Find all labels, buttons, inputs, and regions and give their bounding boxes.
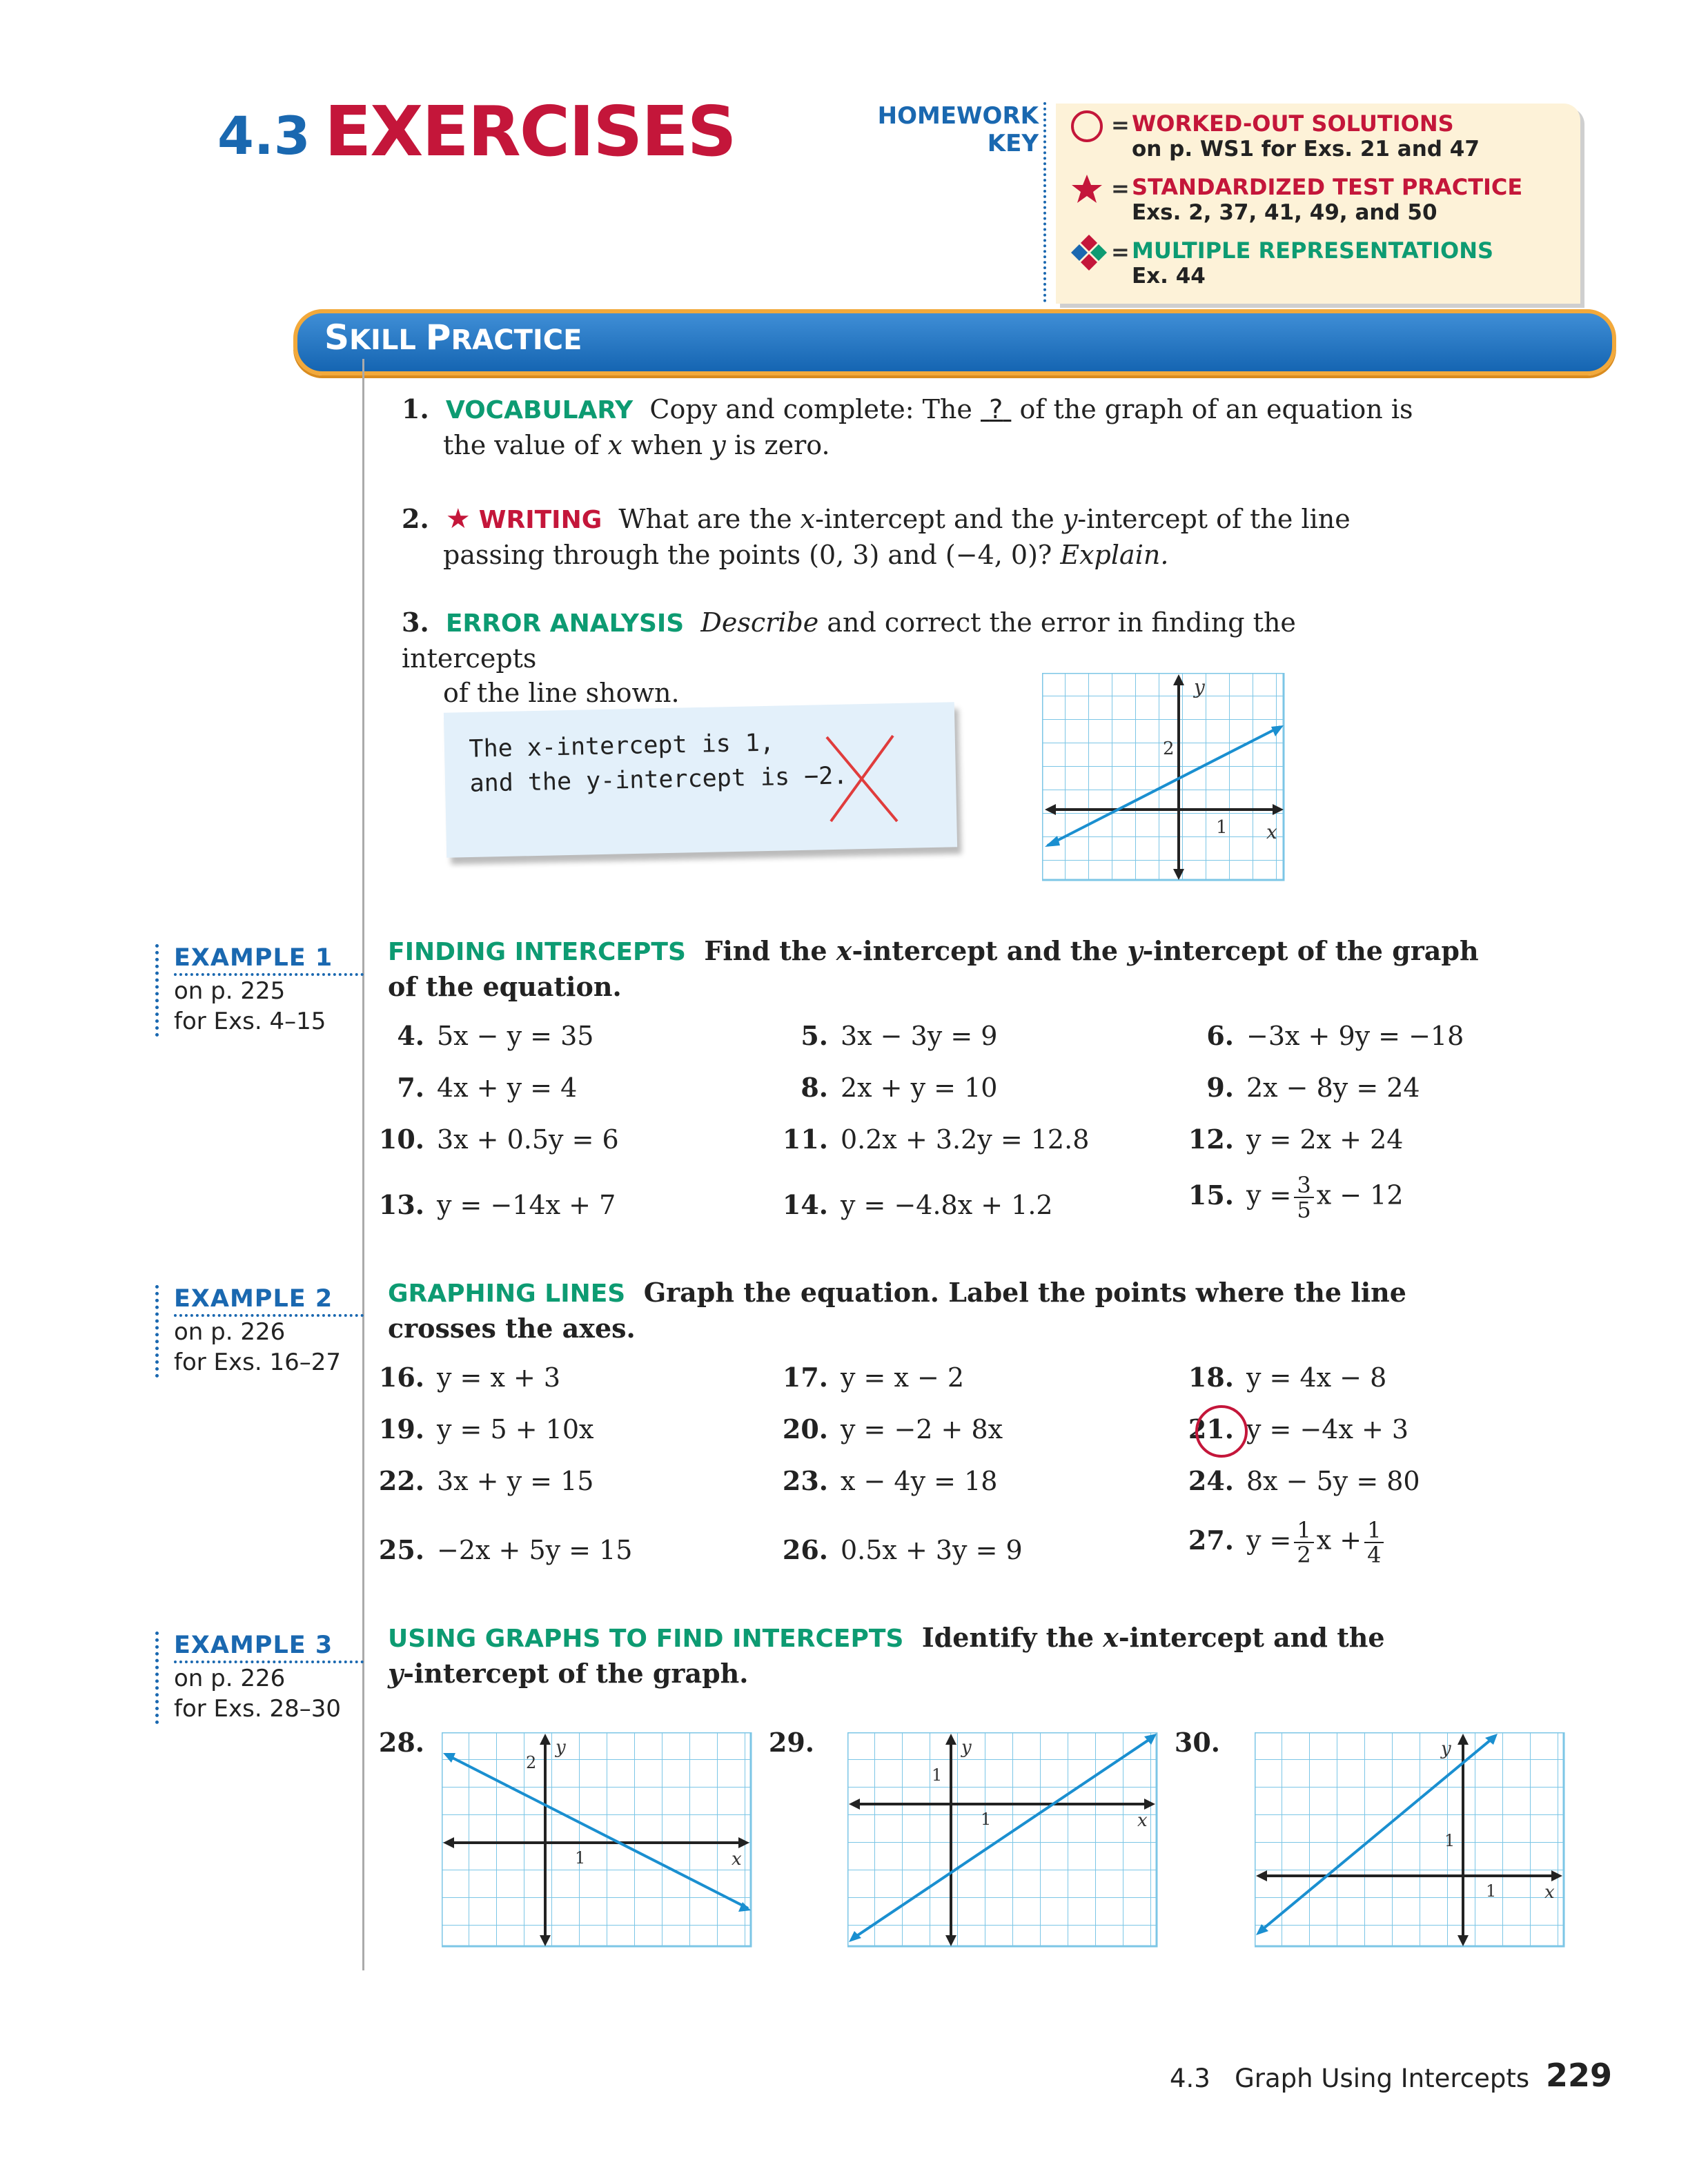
star-icon (1070, 171, 1104, 206)
problem-16: 16. y = x + 3 (378, 1362, 561, 1393)
svg-text:x: x (1544, 1882, 1555, 1903)
homework-key-line1: HOMEWORK (877, 102, 1039, 130)
fraction: $\frac{3}{5}$ (1294, 1173, 1313, 1222)
problem-22: 22. 3x + y = 15 (378, 1465, 594, 1496)
graph-29-number: 29. (768, 1727, 814, 1758)
svg-text:y: y (961, 1737, 972, 1758)
problem-18: 18. y = 4x − 8 (1188, 1362, 1387, 1393)
key-multiple-representations: MULTIPLE REPRESENTATIONS (1132, 237, 1494, 264)
example-2-reference[interactable]: EXAMPLE 2 on p. 226 for Exs. 16–27 (155, 1285, 364, 1378)
problem-13: 13. y = −14x + 7 (378, 1189, 616, 1220)
svg-text:1: 1 (981, 1810, 992, 1829)
svg-text:y: y (556, 1737, 566, 1758)
example-2-title: EXAMPLE 2 (174, 1285, 364, 1317)
key-equals: = (1111, 239, 1130, 265)
example-1-reference[interactable]: EXAMPLE 1 on p. 225 for Exs. 4–15 (155, 944, 364, 1037)
problem-25: 25. −2x + 5y = 15 (378, 1534, 633, 1565)
problem-6: 6. −3x + 9y = −18 (1206, 1020, 1464, 1051)
star-icon: ★ (445, 503, 471, 535)
problem-15: 15. y = $\frac{3}{5}$ x − 12 (1188, 1172, 1404, 1223)
worked-solution-circle-icon (1192, 1402, 1250, 1460)
margin-rule (362, 359, 364, 1970)
homework-key-line2: KEY (987, 130, 1039, 157)
section-title: EXERCISES (324, 91, 736, 172)
blank: ? (989, 394, 1003, 424)
graph-x-tick: 1 (1216, 817, 1228, 838)
skill-practice-title: SKILL PRACTICE (324, 317, 582, 358)
diamond-icon (1070, 233, 1104, 268)
problem-7: 7. 4x + y = 4 (397, 1072, 578, 1103)
error-analysis-label: ERROR ANALYSIS (445, 609, 685, 638)
fraction: $\frac{1}{4}$ (1364, 1518, 1384, 1567)
homework-key-box (1056, 104, 1580, 304)
graph-28 (442, 1732, 759, 1953)
exercise-3: 3. ERROR ANALYSIS Describe and correct the error in finding the intercepts of the line shown. (402, 607, 1296, 708)
svg-text:1: 1 (1444, 1831, 1455, 1850)
example-3-reference[interactable]: EXAMPLE 3 on p. 226 for Exs. 28–30 (155, 1632, 364, 1724)
error-note-text: The x-intercept is 1, and the y-intercept is −2. (469, 729, 848, 798)
problem-23: 23. x − 4y = 18 (782, 1465, 998, 1496)
graph-29 (847, 1732, 1165, 1953)
svg-text:x: x (732, 1849, 742, 1870)
problem-19: 19. y = 5 + 10x (378, 1413, 594, 1445)
problem-21: 21. y = −4x + 3 (1188, 1413, 1409, 1445)
key-worked-out-solutions: WORKED-OUT SOLUTIONS (1132, 110, 1454, 137)
graph-y-label: y (1194, 676, 1205, 698)
problem-26: 26. 0.5x + 3y = 9 (782, 1534, 1023, 1565)
graph-30 (1255, 1732, 1572, 1953)
problem-9: 9. 2x − 8y = 24 (1206, 1072, 1420, 1103)
problem-11: 11. 0.2x + 3.2y = 12.8 (782, 1124, 1090, 1155)
problem-5: 5. 3x − 3y = 9 (801, 1020, 998, 1051)
problem-4: 4. 5x − y = 35 (397, 1020, 594, 1051)
key-multiple-sub: Ex. 44 (1132, 264, 1206, 288)
key-standardized-test: STANDARDIZED TEST PRACTICE (1132, 174, 1523, 200)
problem-24: 24. 8x − 5y = 80 (1188, 1465, 1420, 1496)
exercise-1: 1. VOCABULARY Copy and complete: The ? of the graph of an equation is the value of x when y is zero. (402, 393, 1413, 460)
error-x-mark (821, 732, 904, 828)
problem-10: 10. 3x + 0.5y = 6 (378, 1124, 619, 1155)
footer-section-title: 4.3 Graph Using Intercepts (1170, 2064, 1530, 2093)
problem-12: 12. y = 2x + 24 (1188, 1124, 1404, 1155)
svg-text:y: y (1441, 1739, 1451, 1759)
svg-text:1: 1 (1486, 1881, 1497, 1901)
key-equals: = (1111, 175, 1130, 202)
problem-8: 8. 2x + y = 10 (801, 1072, 998, 1103)
vocabulary-label: VOCABULARY (445, 396, 634, 424)
graph-y-tick: 2 (1163, 738, 1175, 759)
problem-14: 14. y = −4.8x + 1.2 (782, 1189, 1053, 1220)
using-graphs-heading: USING GRAPHS TO FIND INTERCEPTS Identify the x-intercept and the y-intercept of the graph. (388, 1622, 1385, 1689)
key-worked-out-sub: on p. WS1 for Exs. 21 and 47 (1132, 137, 1480, 161)
svg-text:1: 1 (932, 1765, 943, 1785)
circle-icon (1070, 109, 1104, 144)
homework-key-divider (1043, 102, 1046, 302)
fraction: $\frac{1}{2}$ (1294, 1518, 1313, 1567)
key-equals: = (1111, 112, 1130, 138)
svg-text:2: 2 (526, 1753, 537, 1772)
problem-17: 17. y = x − 2 (782, 1362, 965, 1393)
section-number: 4.3 (217, 105, 311, 166)
example-3-title: EXAMPLE 3 (174, 1632, 364, 1663)
problem-20: 20. y = −2 + 8x (782, 1413, 1003, 1445)
graph-28-number: 28. (378, 1727, 424, 1758)
finding-intercepts-heading: FINDING INTERCEPTS Find the x-intercept and the y-intercept of the graph of the equation. (388, 935, 1479, 1002)
graph-30-number: 30. (1174, 1727, 1220, 1758)
svg-text:1: 1 (575, 1848, 586, 1868)
key-standardized-sub: Exs. 2, 37, 41, 49, and 50 (1132, 200, 1437, 225)
svg-text:x: x (1137, 1810, 1148, 1831)
problem-27: 27. y = $\frac{1}{2}$ x + $\frac{1}{4}$ (1186, 1518, 1386, 1567)
page-number: 229 (1546, 2057, 1613, 2094)
homework-key-label (838, 102, 1039, 157)
graphing-lines-heading: GRAPHING LINES Graph the equation. Label the points where the line crosses the axes. (388, 1277, 1406, 1344)
exercise-3-graph (1042, 673, 1290, 887)
graph-x-label: x (1266, 821, 1277, 843)
example-1-title: EXAMPLE 1 (174, 944, 364, 976)
writing-label: WRITING (478, 506, 602, 534)
exercise-2: 2. ★ WRITING What are the x-intercept and the y-intercept of the line passing through the points (0, 3) and (−4, 0)? Explain. (402, 503, 1351, 570)
